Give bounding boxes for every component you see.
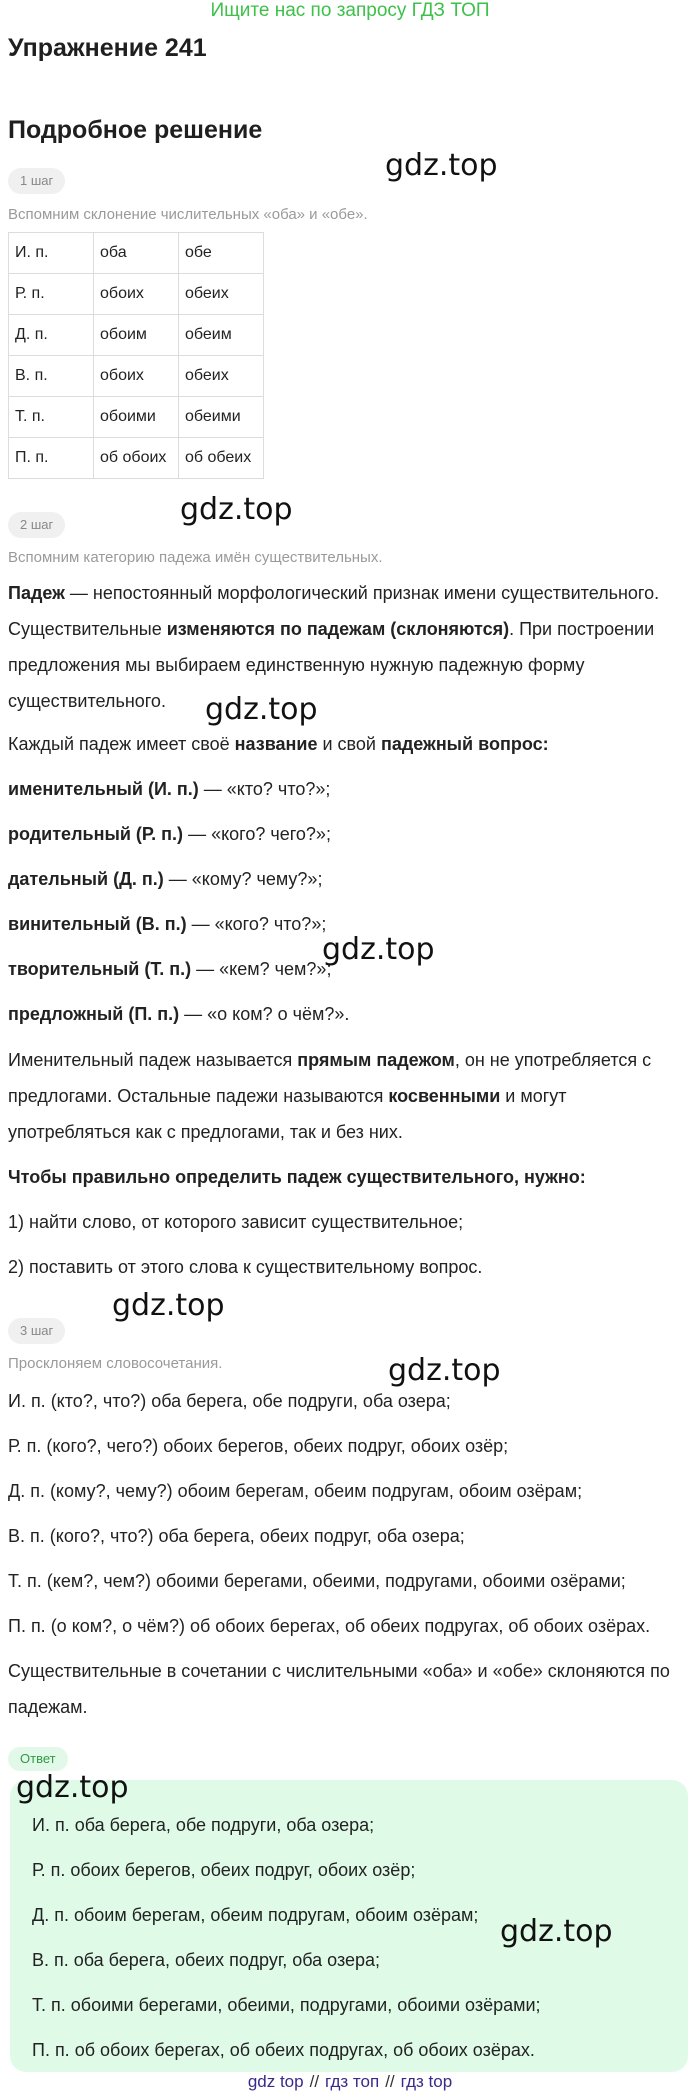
watermark: gdz.top (322, 932, 435, 967)
table-cell: обеим (179, 315, 264, 356)
rule-item-2: 2) поставить от этого слова к существительному вопрос. (8, 1257, 483, 1277)
watermark: gdz.top (500, 1914, 613, 1949)
case-definition-paragraph (8, 575, 692, 719)
table-cell: Т. п. (9, 397, 94, 438)
answer-line: И. п. оба берега, обе подруги, оба озера; (32, 1815, 375, 1835)
footer-separator: // (309, 2072, 320, 2091)
term-case: Падеж (8, 583, 65, 603)
case-name: именительный (И. п.) (8, 779, 199, 799)
term-oblique: косвенными (388, 1086, 501, 1106)
case-genitive (8, 824, 331, 845)
table-cell: обоих (94, 274, 179, 315)
table-row (9, 438, 264, 479)
table-cell: И. п. (9, 233, 94, 274)
case-question: — «кем? чем?»; (191, 959, 332, 979)
paragraph-text: . При построении предложения мы выбираем единственную нужную падежную форму существительного. (8, 619, 655, 711)
case-question: — «о ком? о чём?». (179, 1004, 350, 1024)
case-question: — «кому? чему?»; (163, 869, 323, 889)
paragraph-text: и могут употребляться как с предлогами, так и без них. (8, 1086, 567, 1142)
case-prepositional (8, 1004, 349, 1025)
table-cell: обеими (179, 397, 264, 438)
declension-table (8, 232, 264, 479)
table-row (9, 233, 264, 274)
term-declension: изменяются по падежам (склоняются) (166, 619, 510, 639)
watermark: gdz.top (385, 148, 498, 183)
footer-link-gdz-top-mixed[interactable]: гдз top (400, 2072, 453, 2091)
table-cell: об обоих (94, 438, 179, 479)
step-1-hint: Вспомним склонение числительных «оба» и «обе». (8, 206, 368, 223)
table-cell: обеих (179, 274, 264, 315)
case-questions-intro (8, 734, 549, 755)
declension-line: Т. п. (кем?, чем?) обоими берегами, обеими, подругами, обоими озёрами; (8, 1571, 626, 1591)
paragraph-text: и свой (317, 734, 381, 754)
step-1-label: 1 шаг (8, 168, 65, 194)
paragraph-text: — непостоянный морфологический признак имени существительного. Существительные (8, 583, 660, 639)
answer-line: Р. п. обоих берегов, обеих подруг, обоих озёр; (32, 1860, 416, 1880)
section-title: Подробное решение (8, 116, 263, 144)
footer-link-gdz-top[interactable]: gdz top (247, 2072, 304, 2091)
step-3-hint: Просклоняем словосочетания. (8, 1355, 223, 1372)
footer-link-gdz-top-ru[interactable]: гдз топ (325, 2072, 380, 2091)
answer-line: Д. п. обоим берегам, обеим подругам, обоим озёрам; (32, 1905, 479, 1925)
table-cell: обеих (179, 356, 264, 397)
exercise-title: Упражнение 241 (8, 34, 207, 62)
table-cell: оба (94, 233, 179, 274)
table-row (9, 274, 264, 315)
table-cell: обе (179, 233, 264, 274)
watermark: gdz.top (112, 1288, 225, 1323)
case-question: — «кого? чего?»; (183, 824, 331, 844)
step-3-label: 3 шаг (8, 1318, 65, 1344)
rule-item-1: 1) найти слово, от которого зависит существительное; (8, 1212, 464, 1232)
case-name: дательный (Д. п.) (8, 869, 164, 889)
table-cell: обоих (94, 356, 179, 397)
answer-label: Ответ (8, 1747, 68, 1771)
table-cell: обоими (94, 397, 179, 438)
paragraph-text: Каждый падеж имеет своё (8, 734, 235, 754)
table-cell: П. п. (9, 438, 94, 479)
watermark: gdz.top (205, 692, 318, 727)
declension-line: Р. п. (кого?, чего?) обоих берегов, обеих подруг, обоих озёр; (8, 1436, 509, 1456)
term-case-question: падежный вопрос: (380, 734, 549, 754)
case-question: — «кто? что?»; (198, 779, 331, 799)
paragraph-text: , он не употребляется с предлогами. Остальные падежи называются (8, 1050, 652, 1106)
case-name: винительный (В. п.) (8, 914, 187, 934)
table-row (9, 397, 264, 438)
case-accusative (8, 914, 326, 935)
answer-line: В. п. оба берега, обеих подруг, оба озера; (32, 1950, 381, 1970)
table-cell: Р. п. (9, 274, 94, 315)
watermark: gdz.top (180, 492, 293, 527)
watermark: gdz.top (388, 1353, 501, 1388)
term-direct-case: прямым падежом (297, 1050, 455, 1070)
table-cell: Д. п. (9, 315, 94, 356)
conclusion-paragraph: Существительные в сочетании с числительными «оба» и «обе» склоняются по падежам. (8, 1661, 670, 1717)
search-banner: Ищите нас по запросу ГДЗ ТОП (210, 0, 490, 21)
footer-links (0, 2072, 700, 2092)
watermark: gdz.top (16, 1770, 129, 1805)
term-name: название (234, 734, 318, 754)
step-2-hint: Вспомним категорию падежа имён существительных. (8, 549, 383, 566)
case-dative (8, 869, 322, 890)
direct-case-paragraph (8, 1042, 692, 1150)
table-cell: об обеих (179, 438, 264, 479)
declension-line: И. п. (кто?, что?) оба берега, обе подруги, оба озера; (8, 1391, 451, 1411)
case-name: предложный (П. п.) (8, 1004, 180, 1024)
table-cell: В. п. (9, 356, 94, 397)
step-2-label: 2 шаг (8, 512, 65, 538)
table-cell: обоим (94, 315, 179, 356)
answer-line: П. п. об обоих берегах, об обеих подругах, об обоих озёрах. (32, 2040, 535, 2060)
declension-line: Д. п. (кому?, чему?) обоим берегам, обеим подругам, обоим озёрам; (8, 1481, 583, 1501)
answer-line: Т. п. обоими берегами, обеими, подругами, обоими озёрами; (32, 1995, 541, 2015)
table-row (9, 315, 264, 356)
case-name: родительный (Р. п.) (8, 824, 184, 844)
case-instrumental (8, 959, 331, 980)
footer-separator: // (385, 2072, 395, 2091)
case-name: творительный (Т. п.) (8, 959, 192, 979)
table-row (9, 356, 264, 397)
declension-line: В. п. (кого?, что?) оба берега, обеих подруг, оба озера; (8, 1526, 465, 1546)
case-nominative (8, 779, 330, 800)
paragraph-text: Именительный падеж называется (8, 1050, 298, 1070)
rule-title: Чтобы правильно определить падеж существительного, нужно: (8, 1167, 586, 1187)
case-question: — «кого? что?»; (186, 914, 327, 934)
declension-line: П. п. (о ком?, о чём?) об обоих берегах, об обеих подругах, об обоих озёрах. (8, 1616, 651, 1636)
